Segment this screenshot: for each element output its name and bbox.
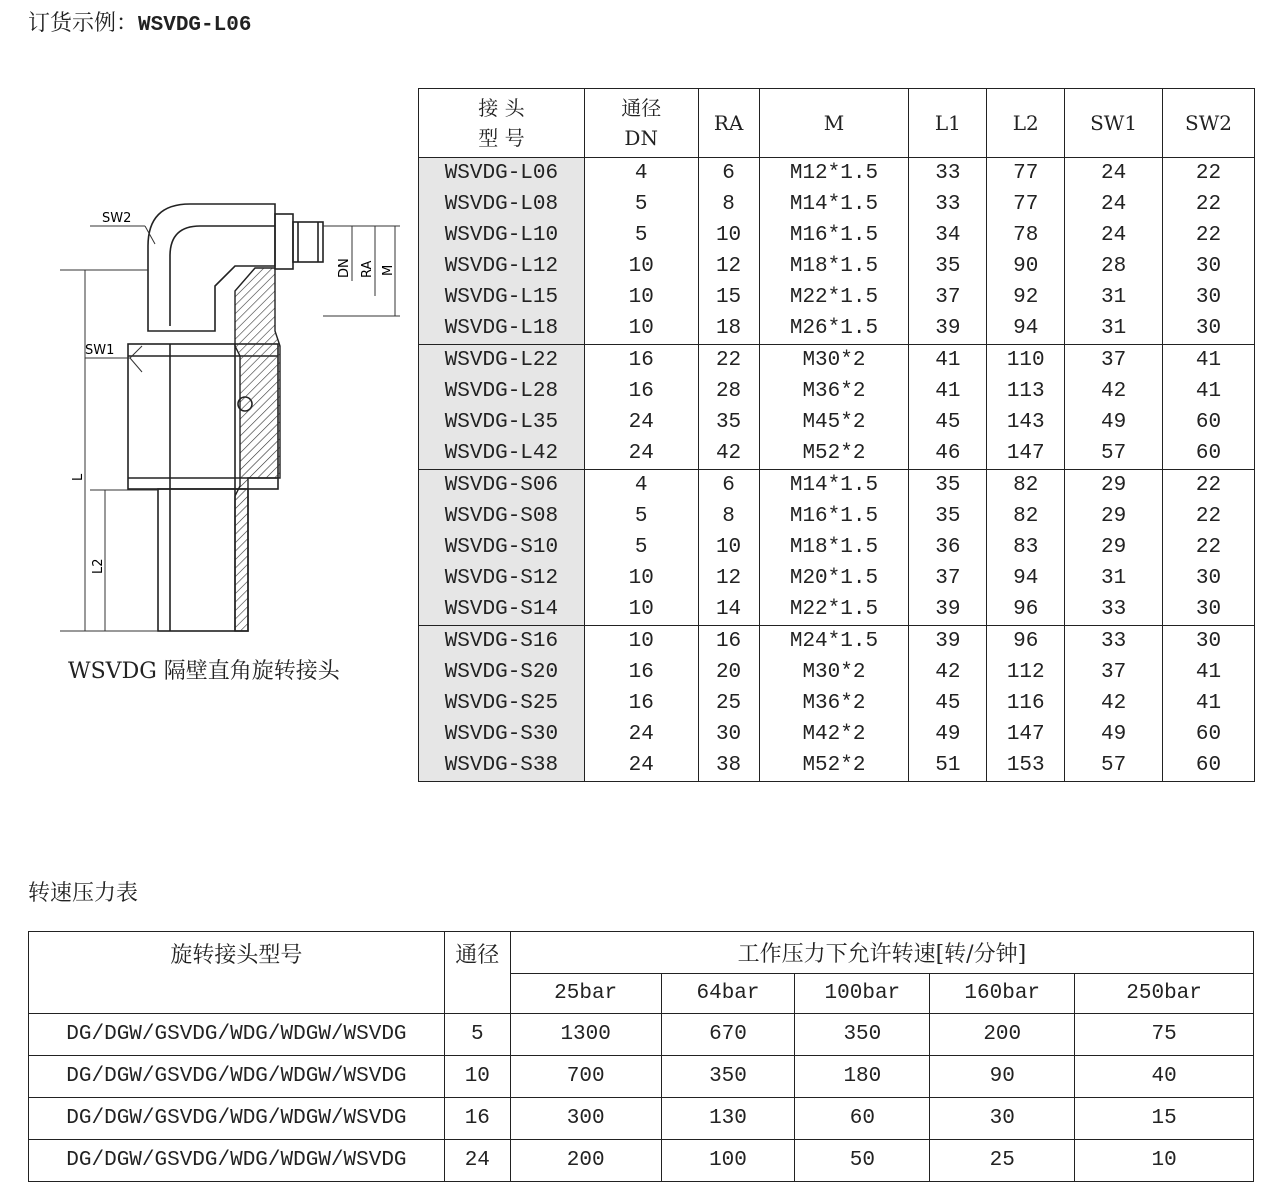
speed-cell: 10 [444, 1056, 510, 1098]
spec-cell-model: WSVDG-S06 [419, 470, 585, 502]
spec-cell: M12*1.5 [759, 158, 909, 190]
spec-cell: 41 [1163, 376, 1255, 407]
spec-cell: 35 [909, 251, 987, 282]
spec-cell: 94 [987, 563, 1065, 594]
spec-cell: 35 [698, 407, 759, 438]
speed-table [28, 931, 1254, 1182]
spec-cell: 37 [1065, 657, 1163, 688]
speed-cell: 180 [795, 1056, 930, 1098]
spec-cell: 4 [584, 470, 698, 502]
speed-header-model: 旋转接头型号 [29, 932, 445, 1014]
spec-row [419, 220, 1255, 251]
speed-row [29, 1140, 1254, 1182]
order-example-label: 订货示例： [28, 11, 139, 36]
spec-row [419, 189, 1255, 220]
spec-cell: 15 [698, 282, 759, 313]
speed-cell: 1300 [510, 1014, 661, 1056]
spec-row [419, 688, 1255, 719]
spec-cell: 147 [987, 719, 1065, 750]
spec-cell: 33 [909, 189, 987, 220]
spec-cell: 37 [909, 563, 987, 594]
header-sw1: SW1 [1065, 89, 1163, 158]
spec-cell: M18*1.5 [759, 532, 909, 563]
spec-cell: 116 [987, 688, 1065, 719]
spec-cell: 33 [1065, 626, 1163, 658]
spec-cell: 60 [1163, 407, 1255, 438]
fitting-drawing [30, 196, 410, 656]
spec-cell: 31 [1065, 282, 1163, 313]
spec-cell: 16 [584, 376, 698, 407]
spec-cell-model: WSVDG-L08 [419, 189, 585, 220]
spec-cell: 22 [698, 345, 759, 377]
speed-cell: 350 [795, 1014, 930, 1056]
spec-cell: 33 [1065, 594, 1163, 626]
spec-cell: M16*1.5 [759, 501, 909, 532]
speed-cell: 75 [1075, 1014, 1254, 1056]
spec-cell: M52*2 [759, 750, 909, 782]
spec-row [419, 282, 1255, 313]
speed-body [29, 1014, 1254, 1182]
spec-cell: 10 [584, 563, 698, 594]
spec-cell: 37 [1065, 345, 1163, 377]
speed-cell: 24 [444, 1140, 510, 1182]
spec-row [419, 563, 1255, 594]
spec-cell: 110 [987, 345, 1065, 377]
speed-cell: 10 [1075, 1140, 1254, 1182]
spec-cell: 6 [698, 470, 759, 502]
spec-cell: 96 [987, 626, 1065, 658]
pressure-header: 160bar [930, 974, 1075, 1014]
pressure-header: 100bar [795, 974, 930, 1014]
spec-cell: 90 [987, 251, 1065, 282]
spec-cell: 94 [987, 313, 1065, 345]
spec-cell: 22 [1163, 158, 1255, 190]
header-l2: L2 [987, 89, 1065, 158]
order-example-value: WSVDG-L06 [138, 14, 252, 37]
spec-cell: 77 [987, 189, 1065, 220]
spec-cell: 5 [584, 532, 698, 563]
spec-cell: 57 [1065, 750, 1163, 782]
speed-cell-model: DG/DGW/GSVDG/WDG/WDGW/WSVDG [29, 1014, 445, 1056]
spec-cell: 92 [987, 282, 1065, 313]
speed-cell: 16 [444, 1098, 510, 1140]
m-label: M [381, 264, 396, 276]
pressure-header: 64bar [661, 974, 795, 1014]
spec-cell-model: WSVDG-S10 [419, 532, 585, 563]
spec-cell: 36 [909, 532, 987, 563]
spec-cell: 29 [1065, 501, 1163, 532]
spec-row [419, 438, 1255, 470]
pressure-header: 25bar [510, 974, 661, 1014]
sw2-label: SW2 [102, 211, 132, 226]
spec-cell: 29 [1065, 470, 1163, 502]
l-label: L [71, 473, 86, 481]
spec-row [419, 719, 1255, 750]
speed-cell-model: DG/DGW/GSVDG/WDG/WDGW/WSVDG [29, 1056, 445, 1098]
spec-cell-model: WSVDG-L10 [419, 220, 585, 251]
spec-cell: 24 [584, 438, 698, 470]
spec-row [419, 251, 1255, 282]
speed-cell-model: DG/DGW/GSVDG/WDG/WDGW/WSVDG [29, 1140, 445, 1182]
spec-cell: 147 [987, 438, 1065, 470]
spec-cell: 51 [909, 750, 987, 782]
spec-cell: 112 [987, 657, 1065, 688]
spec-cell-model: WSVDG-S12 [419, 563, 585, 594]
spec-cell: 16 [584, 657, 698, 688]
spec-cell: 5 [584, 189, 698, 220]
spec-cell: 14 [698, 594, 759, 626]
speed-cell: 15 [1075, 1098, 1254, 1140]
spec-cell: 39 [909, 594, 987, 626]
speed-cell: 200 [930, 1014, 1075, 1056]
spec-cell: 78 [987, 220, 1065, 251]
speed-cell: 200 [510, 1140, 661, 1182]
spec-cell: 60 [1163, 719, 1255, 750]
spec-cell: 16 [698, 626, 759, 658]
spec-row [419, 626, 1255, 658]
spec-cell: 25 [698, 688, 759, 719]
spec-row [419, 376, 1255, 407]
dn-label: DN [337, 258, 352, 278]
spec-cell: 31 [1065, 563, 1163, 594]
spec-cell: 5 [584, 220, 698, 251]
spec-cell: 77 [987, 158, 1065, 190]
order-example [28, 6, 251, 37]
spec-cell: 30 [1163, 313, 1255, 345]
l2-label: L2 [91, 558, 106, 574]
spec-cell: 35 [909, 501, 987, 532]
spec-cell: 82 [987, 470, 1065, 502]
spec-cell: 153 [987, 750, 1065, 782]
spec-row [419, 345, 1255, 377]
spec-row [419, 470, 1255, 502]
speed-row [29, 1014, 1254, 1056]
spec-cell: 8 [698, 501, 759, 532]
speed-cell: 60 [795, 1098, 930, 1140]
speed-row [29, 1056, 1254, 1098]
spec-cell: 24 [1065, 158, 1163, 190]
speed-header-dn: 通径 [444, 932, 510, 1014]
spec-header-row [419, 89, 1255, 158]
spec-cell: 22 [1163, 220, 1255, 251]
spec-cell: 42 [1065, 688, 1163, 719]
speed-cell: 40 [1075, 1056, 1254, 1098]
spec-cell: M24*1.5 [759, 626, 909, 658]
spec-cell: 22 [1163, 470, 1255, 502]
speed-cell: 5 [444, 1014, 510, 1056]
spec-cell-model: WSVDG-S38 [419, 750, 585, 782]
spec-cell: 60 [1163, 438, 1255, 470]
spec-cell: 30 [1163, 282, 1255, 313]
spec-cell: 30 [698, 719, 759, 750]
spec-cell: 24 [1065, 189, 1163, 220]
header-model: 接 头 型 号 [419, 89, 585, 158]
spec-cell: M14*1.5 [759, 189, 909, 220]
spec-row [419, 407, 1255, 438]
spec-cell: 10 [584, 626, 698, 658]
spec-cell: 113 [987, 376, 1065, 407]
spec-cell: 33 [909, 158, 987, 190]
header-dn: 通径 DN [584, 89, 698, 158]
spec-cell-model: WSVDG-S30 [419, 719, 585, 750]
spec-cell: 5 [584, 501, 698, 532]
spec-cell: 37 [909, 282, 987, 313]
spec-cell: 39 [909, 313, 987, 345]
spec-cell: 49 [909, 719, 987, 750]
pressure-header: 250bar [1075, 974, 1254, 1014]
spec-row [419, 750, 1255, 782]
spec-cell: 8 [698, 189, 759, 220]
spec-cell: 18 [698, 313, 759, 345]
spec-cell-model: WSVDG-L15 [419, 282, 585, 313]
spec-cell-model: WSVDG-L42 [419, 438, 585, 470]
spec-cell-model: WSVDG-L28 [419, 376, 585, 407]
spec-cell: 34 [909, 220, 987, 251]
spec-body [419, 158, 1255, 782]
spec-cell: 41 [1163, 345, 1255, 377]
spec-cell: 60 [1163, 750, 1255, 782]
spec-cell: 29 [1065, 532, 1163, 563]
spec-cell: M16*1.5 [759, 220, 909, 251]
spec-cell: M26*1.5 [759, 313, 909, 345]
spec-cell: 20 [698, 657, 759, 688]
spec-cell: 30 [1163, 626, 1255, 658]
spec-cell: 12 [698, 251, 759, 282]
spec-cell: M22*1.5 [759, 282, 909, 313]
speed-cell: 100 [661, 1140, 795, 1182]
spec-cell: 24 [584, 407, 698, 438]
speed-header-row-1 [29, 932, 1254, 974]
spec-cell: M22*1.5 [759, 594, 909, 626]
header-sw2: SW2 [1163, 89, 1255, 158]
spec-cell: M36*2 [759, 688, 909, 719]
speed-cell: 130 [661, 1098, 795, 1140]
spec-cell: M14*1.5 [759, 470, 909, 502]
spec-row [419, 594, 1255, 626]
spec-cell: 28 [1065, 251, 1163, 282]
spec-cell: 16 [584, 688, 698, 719]
spec-cell: M36*2 [759, 376, 909, 407]
spec-cell: M45*2 [759, 407, 909, 438]
spec-cell: 10 [584, 282, 698, 313]
spec-cell: 41 [909, 345, 987, 377]
spec-cell: 4 [584, 158, 698, 190]
spec-cell-model: WSVDG-S25 [419, 688, 585, 719]
spec-cell: 38 [698, 750, 759, 782]
spec-cell: 30 [1163, 594, 1255, 626]
spec-cell-model: WSVDG-S20 [419, 657, 585, 688]
header-m: M [759, 89, 909, 158]
spec-cell: 22 [1163, 501, 1255, 532]
speed-header-rpm: 工作压力下允许转速[转/分钟] [510, 932, 1253, 974]
speed-cell: 670 [661, 1014, 795, 1056]
speed-cell: 30 [930, 1098, 1075, 1140]
spec-cell: 42 [1065, 376, 1163, 407]
speed-cell: 50 [795, 1140, 930, 1182]
spec-cell: 10 [584, 594, 698, 626]
spec-cell: 24 [584, 719, 698, 750]
spec-cell: 16 [584, 345, 698, 377]
spec-cell: 42 [698, 438, 759, 470]
spec-cell: M30*2 [759, 657, 909, 688]
speed-section-title: 转速压力表 [28, 881, 139, 906]
spec-cell: 31 [1065, 313, 1163, 345]
spec-cell: 10 [584, 251, 698, 282]
spec-cell: 45 [909, 407, 987, 438]
spec-cell: 46 [909, 438, 987, 470]
spec-cell: 41 [1163, 688, 1255, 719]
spec-row [419, 501, 1255, 532]
spec-row [419, 158, 1255, 190]
spec-row [419, 532, 1255, 563]
spec-cell: 24 [584, 750, 698, 782]
spec-cell: M20*1.5 [759, 563, 909, 594]
sw1-label: SW1 [85, 343, 115, 358]
spec-cell: 30 [1163, 251, 1255, 282]
spec-cell-model: WSVDG-S16 [419, 626, 585, 658]
spec-cell: 24 [1065, 220, 1163, 251]
spec-cell: 143 [987, 407, 1065, 438]
spec-cell: 28 [698, 376, 759, 407]
speed-row [29, 1098, 1254, 1140]
spec-cell-model: WSVDG-L18 [419, 313, 585, 345]
spec-cell: 83 [987, 532, 1065, 563]
spec-cell: 35 [909, 470, 987, 502]
spec-cell-model: WSVDG-L35 [419, 407, 585, 438]
spec-cell-model: WSVDG-L22 [419, 345, 585, 377]
spec-cell: 6 [698, 158, 759, 190]
speed-cell-model: DG/DGW/GSVDG/WDG/WDGW/WSVDG [29, 1098, 445, 1140]
spec-cell: 96 [987, 594, 1065, 626]
spec-cell: 30 [1163, 563, 1255, 594]
spec-cell: 42 [909, 657, 987, 688]
spec-row [419, 657, 1255, 688]
spec-cell: 49 [1065, 719, 1163, 750]
spec-cell-model: WSVDG-L12 [419, 251, 585, 282]
spec-cell: 45 [909, 688, 987, 719]
spec-cell: 57 [1065, 438, 1163, 470]
speed-cell: 700 [510, 1056, 661, 1098]
spec-cell-model: WSVDG-S08 [419, 501, 585, 532]
speed-cell: 300 [510, 1098, 661, 1140]
spec-cell: 49 [1065, 407, 1163, 438]
spec-cell: 22 [1163, 532, 1255, 563]
spec-cell: 10 [698, 532, 759, 563]
header-ra: RA [698, 89, 759, 158]
spec-cell-model: WSVDG-L06 [419, 158, 585, 190]
spec-cell: M18*1.5 [759, 251, 909, 282]
spec-cell: M52*2 [759, 438, 909, 470]
speed-cell: 25 [930, 1140, 1075, 1182]
spec-cell: 22 [1163, 189, 1255, 220]
header-l1: L1 [909, 89, 987, 158]
spec-cell: 10 [698, 220, 759, 251]
speed-cell: 350 [661, 1056, 795, 1098]
ra-label: RA [360, 260, 375, 278]
spec-cell: M42*2 [759, 719, 909, 750]
spec-cell: 82 [987, 501, 1065, 532]
spec-cell-model: WSVDG-S14 [419, 594, 585, 626]
spec-cell: M30*2 [759, 345, 909, 377]
spec-cell: 12 [698, 563, 759, 594]
spec-table [418, 88, 1255, 782]
spec-cell: 39 [909, 626, 987, 658]
spec-cell: 10 [584, 313, 698, 345]
speed-cell: 90 [930, 1056, 1075, 1098]
spec-cell: 41 [909, 376, 987, 407]
spec-cell: 41 [1163, 657, 1255, 688]
drawing-caption: WSVDG 隔壁直角旋转接头 [68, 659, 340, 684]
spec-row [419, 313, 1255, 345]
